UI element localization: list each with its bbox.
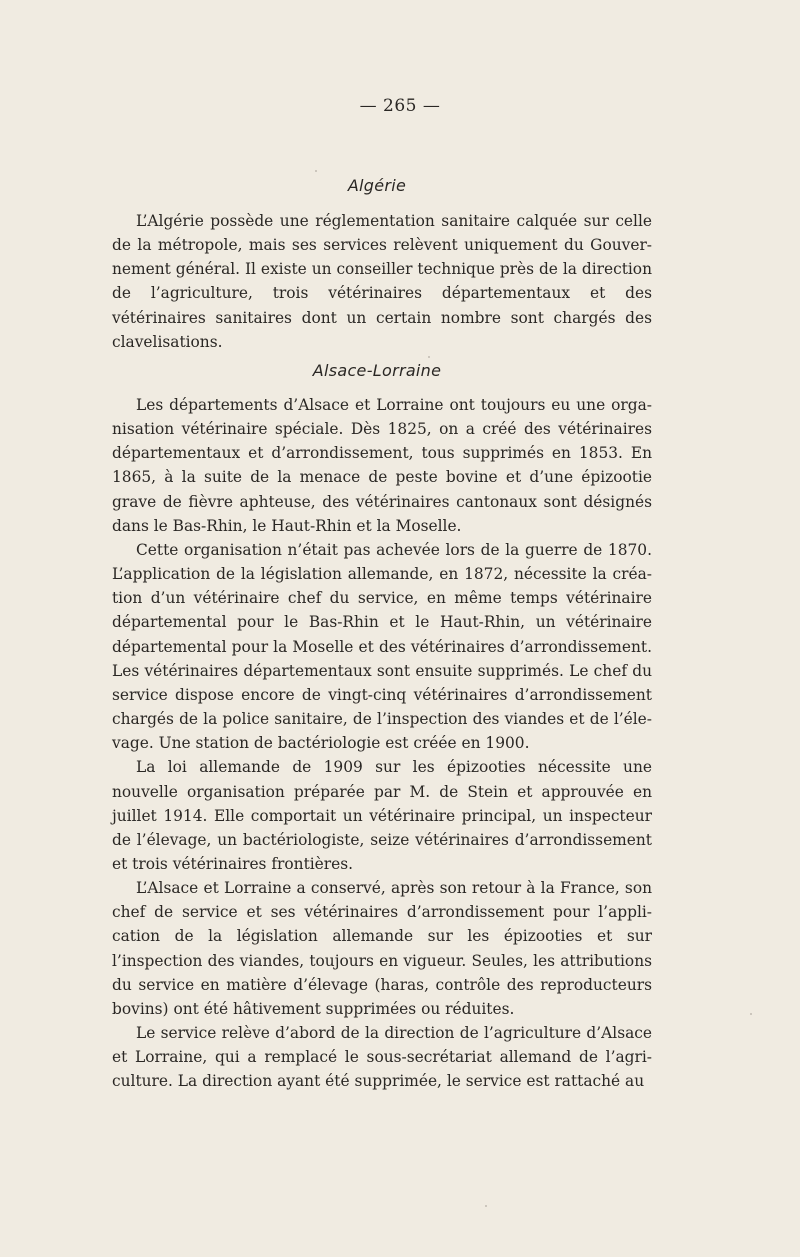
section-heading-algerie: Algérie xyxy=(347,176,407,195)
section-heading-alsace-lorraine: Alsace-Lorraine xyxy=(312,361,442,380)
paper-speck xyxy=(428,356,430,358)
paragraph: Le service relève d’abord de la direction de l’agriculture d’Alsace et Lorraine, qui a remplacé le sous-secrétariat allemand de l’agriculture. La direction ayant été supprimée, le service est rattaché au xyxy=(112,1024,652,1091)
paragraph: L’Alsace et Lorraine a conservé, après son retour à la France, son chef de service et ses vétérinaires d’arrondissement pour l’application de la législation allemande sur les épizooties et sur l’inspection des viandes, toujours en vigueur. Seules, les attributions du service en matière d’élevage (haras, contrôle des reproducteurs bovins) ont été hâtivement supprimées ou réduites. xyxy=(112,879,652,1018)
page-number: — 265 — xyxy=(359,96,441,116)
section-body-alsace-lorraine xyxy=(112,393,652,1094)
paragraph: Cette organisation n’était pas achevée lors de la guerre de 1870. L’application de la législation allemande, en 1872, nécessite la création d’un vétérinaire chef du service, en même temps vétérinaire départemental pour le Bas-Rhin et le Haut-Rhin, un vétérinaire départemental pour la Moselle et des vétérinaires d’arrondissement. Les vétérinaires départementaux sont ensuite supprimés. Le chef du service dispose encore de vingt-cinq vétérinaires d’arrondissement chargés de la police sanitaire, de l’inspection des viandes et de l’élevage. Une station de bactériologie est créée en 1900. xyxy=(112,540,652,753)
paragraph: Les départements d’Alsace et Lorraine ont toujours eu une organisation vétérinaire spéciale. Dès 1825, on a créé des vétérinaires départementaux et d’arrondissement, tous supprimés en 1853. En 1865, à la suite de la menace de peste bovine et d’une épizootie grave de fièvre aphteuse, des vétérinaires cantonaux sont désignés dans le Bas-Rhin, le Haut-Rhin et la Moselle. xyxy=(112,396,652,535)
paper-speck xyxy=(750,1013,752,1015)
paragraph: L’Algérie possède une réglementation sanitaire calquée sur celle de la métropole, mais ses services relèvent uniquement du Gouvernement général. Il existe un conseiller technique près de la direction de l’agriculture, trois vétérinaires départementaux et des vétérinaires sanitaires dont un certain nombre sont chargés des clavelisations. xyxy=(112,212,652,351)
paper-speck xyxy=(315,170,317,172)
paragraph: La loi allemande de 1909 sur les épizooties nécessite une nouvelle organisation préparée par M. de Stein et approuvée en juillet 1914. Elle comportait un vétérinaire principal, un inspecteur de l’élevage, un bactériologiste, seize vétérinaires d’arrondissement et trois vétérinaires frontières. xyxy=(112,758,652,873)
section-body-algerie xyxy=(112,209,652,354)
paper-speck xyxy=(485,1205,487,1207)
